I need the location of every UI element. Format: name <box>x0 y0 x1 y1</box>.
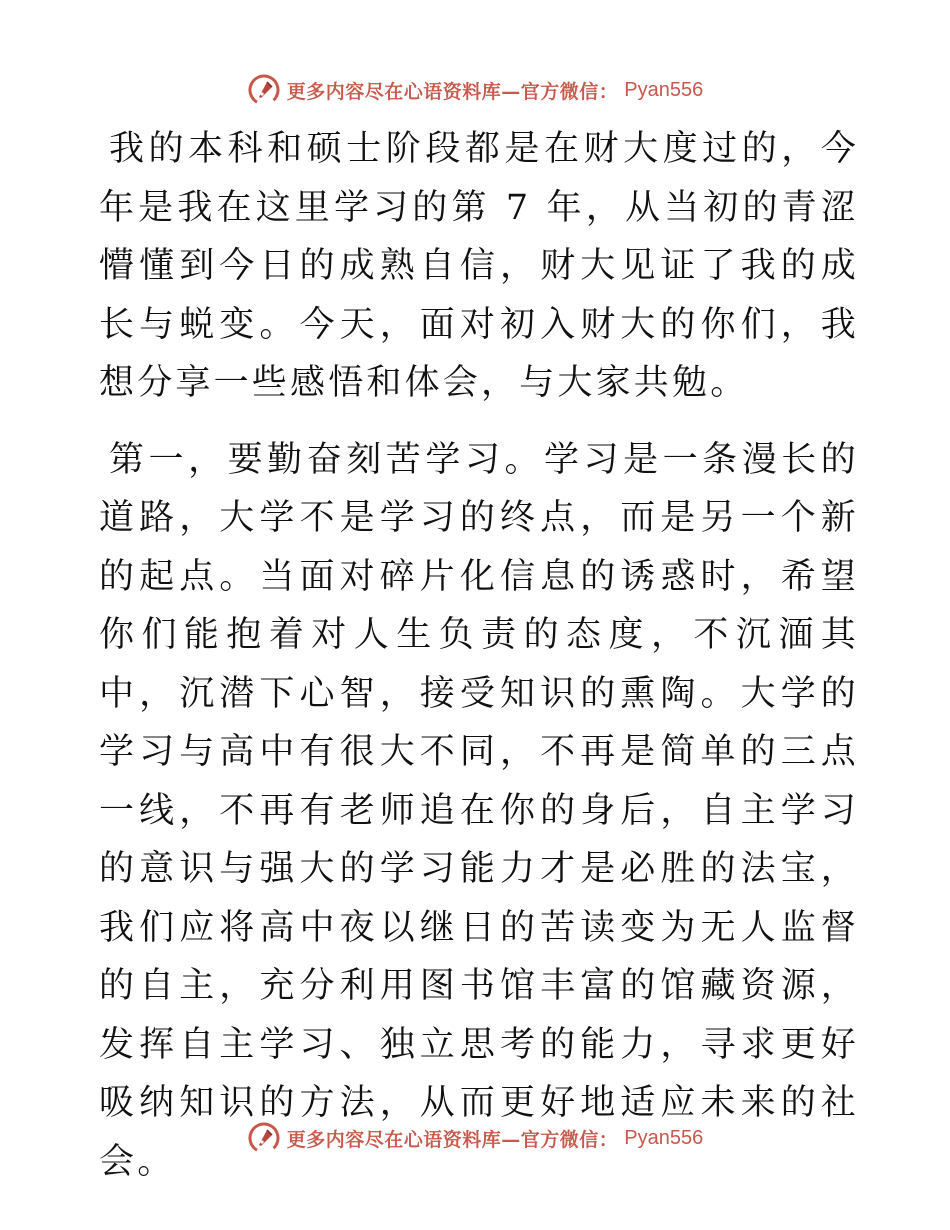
document-body <box>99 120 859 1209</box>
footer-banner-text: 更多内容尽在心语资料库—官方微信： <box>286 1128 619 1151</box>
paragraph: 我的本科和硕士阶段都是在财大度过的，今年是我在这里学习的第 7 年，从当初的青涩懵懂到今日的成熟自信，财大见证了我的成长与蜕变。今天，面对初入财大的你们，我想分享一些感悟和体会，与大家共勉。 <box>99 129 859 403</box>
header-banner <box>0 70 950 110</box>
footer-banner <box>0 1118 950 1158</box>
pen-nib-logo-icon <box>247 73 281 107</box>
footer-banner-id: Pyan556 <box>624 1126 704 1149</box>
pen-nib-logo-icon <box>247 1121 281 1155</box>
header-banner-id: Pyan556 <box>624 78 704 101</box>
paragraph: 第一，要勤奋刻苦学习。学习是一条漫长的道路，大学不是学习的终点，而是另一个新的起点。当面对碎片化信息的诱惑时，希望你们能抱着对人生负责的态度，不沉湎其中，沉潜下心智，接受知识的熏陶。大学的学习与高中有很大不同，不再是简单的三点一线，不再有老师追在你的身后，自主学习的意识与强大的学习能力才是必胜的法宝，我们应将高中夜以继日的苦读变为无人监督的自主，充分利用图书馆丰富的馆藏资源，发挥自主学习、独立思考的能力，寻求更好吸纳知识的方法，从而更好地适应未来的社会。 <box>99 439 859 1182</box>
header-banner-text: 更多内容尽在心语资料库—官方微信： <box>286 80 619 103</box>
